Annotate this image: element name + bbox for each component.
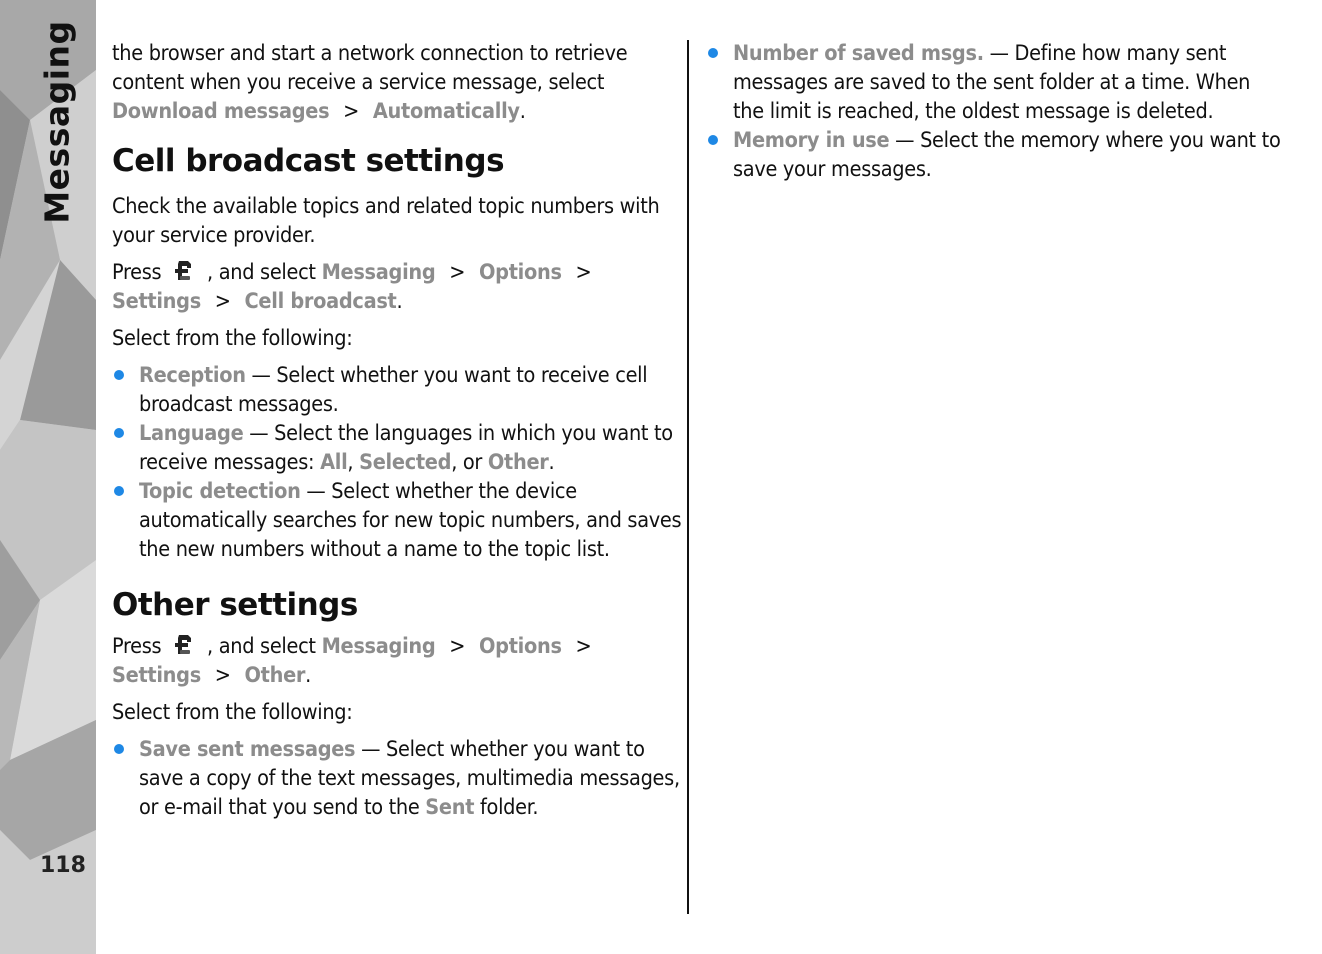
other-options-list: [112, 735, 682, 822]
column-divider: [687, 40, 689, 914]
comma: ,: [347, 450, 360, 475]
path-separator: >: [214, 289, 231, 314]
left-column: [112, 39, 682, 822]
menu-path-messaging: Messaging: [321, 634, 436, 659]
folder-name-sent: Sent: [425, 795, 475, 820]
option-desc: — Select the languages in which you want to receive messages:: [139, 421, 673, 475]
cell-press-paragraph: [112, 258, 682, 316]
option-term: Topic detection: [139, 479, 301, 504]
bullet-icon: [114, 428, 124, 438]
menu-path-messaging: Messaging: [321, 260, 436, 285]
option-value-all: All: [320, 450, 348, 475]
bullet-icon: [114, 744, 124, 754]
menu-key-icon: [171, 632, 197, 658]
other-press-paragraph: [112, 632, 682, 690]
option-desc-end: folder.: [474, 795, 539, 820]
menu-path-automatically: Automatically: [372, 99, 520, 124]
heading-other-settings: Other settings: [112, 587, 358, 623]
page-number: 118: [40, 853, 86, 878]
option-value-other: Other: [487, 450, 549, 475]
menu-path-options: Options: [479, 260, 562, 285]
heading-cell-broadcast: Cell broadcast settings: [112, 143, 505, 179]
list-item: [112, 361, 682, 419]
menu-path-other: Other: [244, 663, 306, 688]
option-desc: — Select whether you want to save a copy of the text messages, multimedia messages, or e-mail that you send to the: [139, 737, 680, 820]
and-select-text: , and select: [207, 260, 316, 285]
period: .: [548, 450, 555, 475]
option-value-selected: Selected: [359, 450, 452, 475]
menu-key-icon: [171, 258, 197, 284]
option-desc: — Select whether you want to receive cell broadcast messages.: [139, 363, 648, 417]
cell-options-list: [112, 361, 682, 564]
list-item: [706, 126, 1286, 184]
select-from-text: Select from the following:: [112, 326, 353, 351]
bullet-icon: [708, 48, 718, 58]
bullet-icon: [114, 486, 124, 496]
press-text: Press: [112, 634, 162, 659]
menu-path-settings: Settings: [112, 289, 201, 314]
menu-path-download-messages: Download messages: [112, 99, 330, 124]
option-desc: — Select the memory where you want to save your messages.: [733, 128, 1281, 182]
path-separator: >: [449, 260, 466, 285]
or-text: , or: [451, 450, 488, 475]
period: .: [305, 663, 312, 688]
list-item: [112, 735, 682, 822]
path-separator: >: [575, 634, 592, 659]
intro-text: the browser and start a network connection to retrieve content when you receive a service message, select: [112, 41, 628, 95]
path-separator: >: [575, 260, 592, 285]
bullet-icon: [114, 370, 124, 380]
intro-paragraph: [112, 39, 682, 126]
period: .: [519, 99, 526, 124]
menu-path-settings: Settings: [112, 663, 201, 688]
sidebar-band: [0, 0, 96, 954]
select-from-text: Select from the following:: [112, 700, 353, 725]
path-separator: >: [343, 99, 360, 124]
list-item: [112, 419, 682, 477]
bullet-icon: [708, 135, 718, 145]
list-item: [706, 39, 1286, 126]
list-item: [112, 477, 682, 564]
path-separator: >: [214, 663, 231, 688]
right-options-list: [706, 39, 1286, 184]
option-term: Language: [139, 421, 244, 446]
period: .: [396, 289, 403, 314]
right-column: [706, 39, 1286, 184]
option-term: Save sent messages: [139, 737, 356, 762]
menu-path-cell-broadcast: Cell broadcast: [244, 289, 397, 314]
and-select-text: , and select: [207, 634, 316, 659]
option-term: Reception: [139, 363, 246, 388]
menu-path-options: Options: [479, 634, 562, 659]
option-term: Memory in use: [733, 128, 890, 153]
section-title: Messaging: [37, 20, 77, 224]
press-text: Press: [112, 260, 162, 285]
option-term: Number of saved msgs.: [733, 41, 984, 66]
cell-intro-paragraph: Check the available topics and related topic numbers with your service provider.: [112, 194, 660, 248]
option-desc: — Select whether the device automatically searches for new topic numbers, and saves the new numbers without a name to the topic list.: [139, 479, 682, 562]
option-desc: — Define how many sent messages are saved to the sent folder at a time. When the limit is reached, the oldest message is deleted.: [733, 41, 1251, 124]
path-separator: >: [449, 634, 466, 659]
